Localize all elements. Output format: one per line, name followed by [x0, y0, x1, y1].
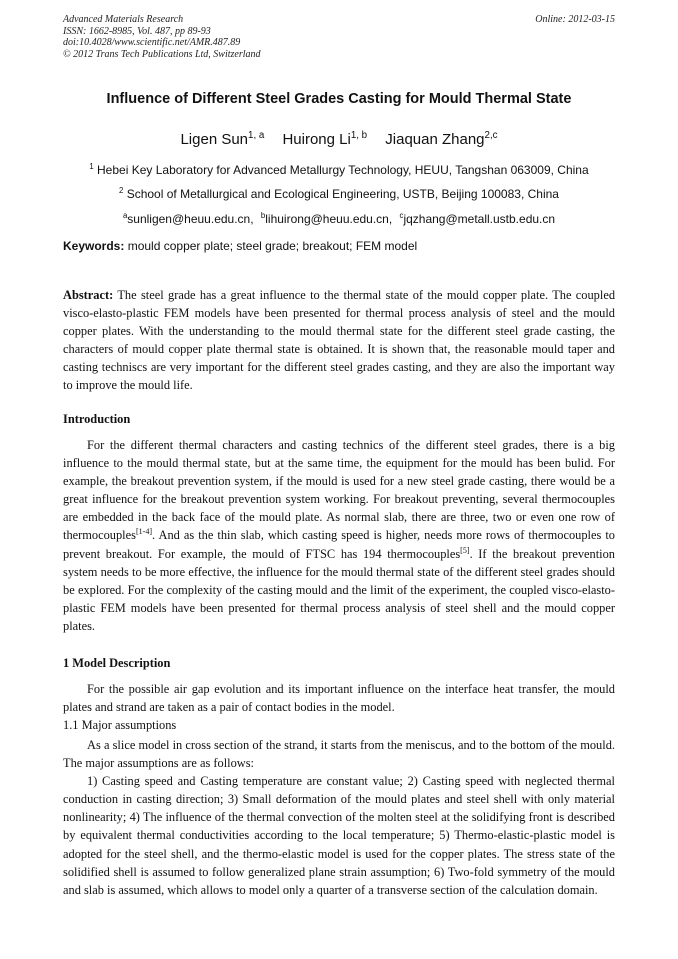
subsection-title: 1.1 Major assumptions	[63, 718, 177, 732]
keywords	[63, 239, 417, 253]
citation-ref: [1-4]	[135, 527, 153, 537]
issn-line: ISSN: 1662-8985, Vol. 487, pp 89-93	[63, 25, 211, 37]
author-name: Jiaquan Zhang	[385, 131, 485, 148]
email-address: lihuirong@heuu.edu.cn,	[265, 212, 393, 226]
paper-title: Influence of Different Steel Grades Casting for Mould Thermal State	[106, 91, 572, 107]
abstract	[63, 286, 615, 395]
affiliation-2	[0, 187, 678, 201]
abstract-text: The steel grade has a great influence to the thermal state of the mould copper plate. The coupled visco-elasto-plastic FEM models have been presented for thermal process analysis of steel and the mould copper plates. With the understanding to the mould thermal state for the different steel grade casting, the characters of mould copper plate thermal state is obtained. It is shown that, the reasonable mould taper and casting techniscs are very important for the different steel grades casting, and they are also the important way to improve the mould life.	[63, 288, 616, 393]
introduction-heading: Introduction	[63, 412, 131, 426]
author-list	[0, 131, 678, 148]
author	[385, 131, 497, 148]
email-address: jqzhang@metall.ustb.edu.cn	[403, 212, 556, 226]
author-affiliation-mark: 1, b	[350, 130, 368, 141]
model-heading: 1 Model Description	[63, 656, 171, 670]
email-mark: b	[260, 211, 266, 220]
intro-text: For the different thermal characters and casting technics of the different steel grades, there is a big influence to the mould thermal state, but at the same time, the equipment for the mould has been bulid. For example, the breakout prevention system, if the mould is used for a new steel grade casting, there would be a great influence for the breakout prevention system working. For breakout preventing, several thermocouples are embedded in the back face of the mould plate. As normal slab, there are three, two or even one row of thermocouples	[63, 438, 615, 543]
email	[261, 212, 392, 226]
journal-header	[63, 14, 615, 60]
intro-text: . And as the thin slab, which casting speed is higher, needs more rows of thermocouples to prevent breakout. For example, the mould of FTSC has 194 thermocouples	[63, 528, 615, 561]
subsection-heading	[63, 716, 615, 734]
affiliation-text: Hebei Key Laboratory for Advanced Metallurgy Technology, HEUU, Tangshan 063009, China	[97, 163, 589, 177]
journal-name: Advanced Materials Research	[63, 14, 184, 25]
email	[123, 212, 254, 226]
assumptions-paragraphs	[63, 736, 615, 899]
keywords-text: mould copper plate; steel grade; breakout; FEM model	[127, 239, 418, 253]
email-list	[0, 212, 678, 226]
affiliation-number: 2	[119, 186, 124, 195]
email-mark: a	[122, 211, 128, 220]
author-affiliation-mark: 2,c	[484, 130, 498, 141]
doi-line: doi:10.4028/www.scientific.net/AMR.487.89	[63, 37, 241, 48]
author	[282, 131, 367, 148]
model-paragraph	[63, 680, 615, 716]
abstract-label: Abstract:	[63, 288, 114, 302]
author-name: Huirong Li	[282, 131, 351, 148]
citation-ref: [5]	[460, 545, 470, 555]
author-name: Ligen Sun	[180, 131, 249, 148]
author-affiliation-mark: 1, a	[248, 130, 265, 141]
introduction-paragraph	[63, 436, 615, 635]
model-text: For the possible air gap evolution and its important influence on the interface heat transfer, the mould plates and strand are taken as a pair of contact bodies in the model.	[63, 682, 615, 715]
keywords-label: Keywords:	[63, 239, 125, 253]
affiliation-text: School of Metallurgical and Ecological Engineering, USTB, Beijing 100083, China	[126, 187, 559, 201]
email-mark: c	[399, 211, 404, 220]
email	[400, 212, 556, 226]
email-address: sunligen@heuu.edu.cn,	[127, 212, 254, 226]
online-date: Online: 2012-03-15	[535, 14, 615, 25]
affiliation-1	[0, 163, 678, 177]
affiliation-number: 1	[89, 162, 94, 171]
copyright-line: © 2012 Trans Tech Publications Ltd, Switzerland	[63, 48, 261, 60]
author	[180, 131, 264, 148]
assumptions-intro: As a slice model in cross section of the strand, it starts from the meniscus, and to the bottom of the mould. The major assumptions are as follows:	[63, 738, 615, 771]
assumptions-list: 1) Casting speed and Casting temperature are constant value; 2) Casting speed with neglected thermal conduction in casting direction; 3) Small deformation of the mould plates and steel shell with only material nonlinearity; 4) The influence of the thermal convection of the molten steel at the solidifying front is described by equivalent thermal conductivities according to the local temperature; 5) Thermo-elastic-plastic model is adopted for the steel shell, and the thermo-elastic model is used for the copper plates. The stress state of the solidified shell is assumed to follow generalized plane strain assumption; 6) Two-fold symmetry of the mould and slab is assumed, which allows to model only a quarter of a transverse section of the calculation domain.	[63, 774, 615, 897]
intro-text: . If the breakout prevention system needs to be more effective, the influence for the mould thermal state of the different steel grades should be explored. For the complexity of the casting mould and the limit of the experiment, the coupled visco-elasto-plastic FEM models have been presented for thermal process analysis of steel shell and the mould copper plates.	[63, 546, 615, 633]
